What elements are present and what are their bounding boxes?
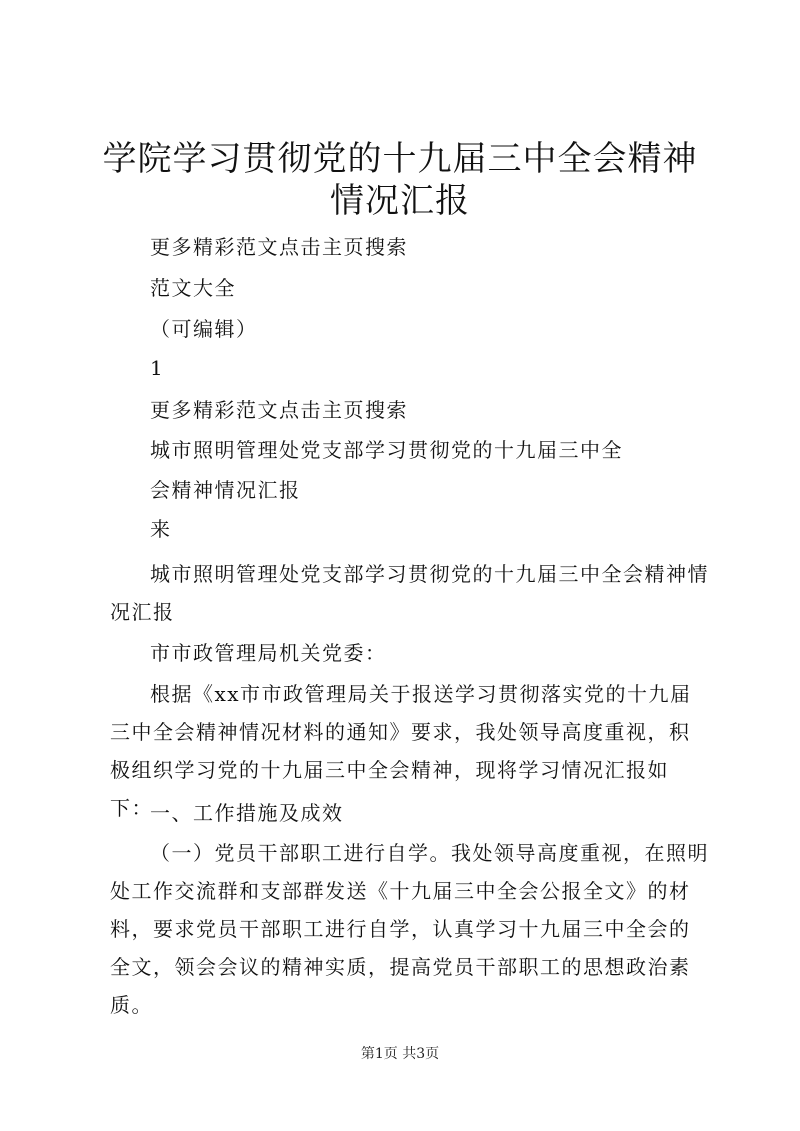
text-line-template-collection: 范文大全 bbox=[150, 276, 236, 300]
text-line-more-templates: 更多精彩范文点击主页搜索 bbox=[150, 235, 408, 259]
paragraph-self-study: （一）党员干部职工进行自学。我处领导高度重视，在照明处工作交流群和支部群发送《十九届三中全会公报全文》的材料，要求党员干部职工进行自学，认真学习十九届三中全会的全文，领会会议的精神实质，提高党员干部职工的思想政治素质。 bbox=[110, 841, 709, 1017]
text-line-more-templates-2: 更多精彩范文点击主页搜索 bbox=[150, 398, 408, 422]
text-line-heading-part1: 城市照明管理处党支部学习贯彻党的十九届三中全 bbox=[150, 438, 623, 462]
text-line-editable: （可编辑） bbox=[150, 317, 258, 341]
paragraph-intro: 根据《xx市市政管理局关于报送学习贯彻落实党的十九届三中全会精神情况材料的通知》要求，我处领导高度重视，积极组织学习党的十九届三中全会精神，现将学习情况汇报如下： bbox=[110, 682, 692, 820]
paragraph-salutation: 市市政管理局机关党委： bbox=[150, 641, 387, 665]
text-line-heading-part2: 会精神情况汇报 bbox=[150, 478, 301, 502]
text-line-number: 1 bbox=[150, 356, 165, 380]
document-title: 学院学习贯彻党的十九届三中全会精神情况汇报 bbox=[102, 139, 698, 221]
page-footer: 第1页 共3页 bbox=[360, 1046, 440, 1062]
text-line-source: 来 bbox=[150, 517, 172, 541]
paragraph-heading: 城市照明管理处党支部学习贯彻党的十九届三中全会精神情况汇报 bbox=[110, 562, 709, 624]
section-heading: 一、工作措施及成效 bbox=[150, 801, 344, 825]
